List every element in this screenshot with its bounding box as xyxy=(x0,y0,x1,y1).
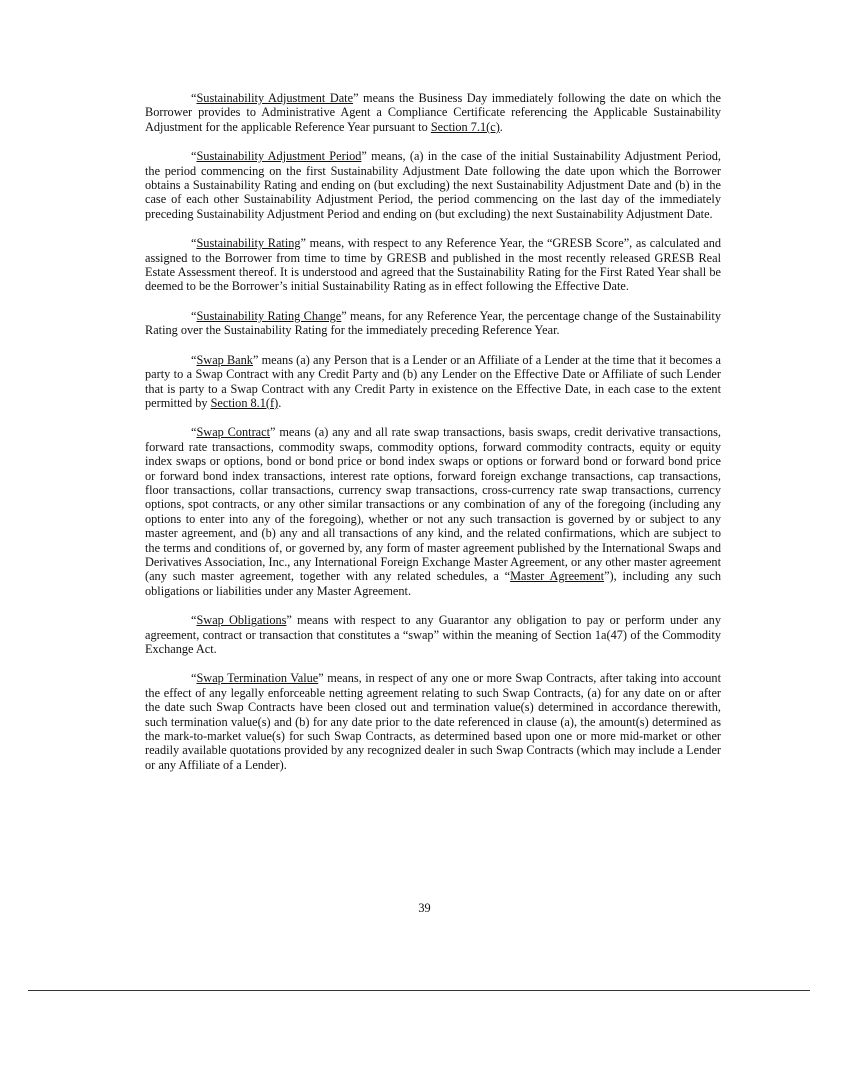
definition-text: ” means, in respect of any one or more Swap Contracts, after taking into account the effect of any legally enforceable netting agreement relating to such Swap Contracts, (a) for any date on or after the date such Swap Contracts have been closed out and termination value(s) determined in accordance therewith, such termination value(s) and (b) for any date prior to the date referenced in clause (a), the amount(s) determined as the mark-to-market value(s) for such Swap Contracts, as determined based upon one or more mid-market or other readily available quotations provided by any recognized dealer in such Swap Contracts (which may include a Lender or any Affiliate of a Lender). xyxy=(145,671,721,772)
section-reference: Section 7.1(c) xyxy=(430,119,500,134)
defined-term: Sustainability Rating Change xyxy=(196,308,342,323)
definition-paragraph: “Swap Termination Value” means, in respect of any one or more Swap Contracts, after taking into account the effect of any legally enforceable netting agreement relating to such Swap Contracts, (a) for any date on or after the date such Swap Contracts have been closed out and termination value(s) determined in accordance therewith, such termination value(s) and (b) for any date prior to the date referenced in clause (a), the amount(s) determined as the mark-to-market value(s) for such Swap Contracts, as determined based upon one or more mid-market or other readily available quotations provided by any recognized dealer in such Swap Contracts (which may include a Lender or any Affiliate of a Lender). xyxy=(145,671,721,772)
definition-paragraph: “Swap Contract” means (a) any and all rate swap transactions, basis swaps, credit derivative transactions, forward rate transactions, commodity swaps, commodity options, forward commodity contracts, equity or equity index swaps or options, bond or bond price or bond index swaps or options or forward bond or forward bond price or forward bond index transactions, interest rate options, forward foreign exchange transactions, cap transactions, floor transactions, collar transactions, currency swap transactions, cross-currency rate swap transactions, currency options, spot contracts, or any other similar transactions or any combination of any of the foregoing (including any options to enter into any of the foregoing), whether or not any such transaction is governed by or subject to any master agreement, and (b) any and all transactions of any kind, and the related confirmations, which are subject to the terms and conditions of, or governed by, any form of master agreement published by the International Swaps and Derivatives Association, Inc., any International Foreign Exchange Master Agreement, or any other master agreement (any such master agreement, together with any related schedules, a “Master Agreement”), including any such obligations or liabilities under any Master Agreement. xyxy=(145,425,722,598)
defined-term: Sustainability Rating xyxy=(196,236,301,251)
definition-text: ” means with respect to any Guarantor any obligation to pay or perform under any agreement, contract or transaction that constitutes a “swap” within the meaning of Section 1a(47) of the Commodity Exchange Act. xyxy=(145,613,721,656)
definition-text: ” means, with respect to any Reference Year, the “GRESB Score”, as calculated and assigned to the Borrower from time to time by GRESB and published in the most recently released GRESB Real Estate Assessment thereof. It is understood and agreed that the Sustainability Rating for the First Rated Year shall be deemed to be the Borrower’s initial Sustainability Rating as in effect following the Effective Date. xyxy=(145,236,721,294)
defined-term: Swap Termination Value xyxy=(196,671,319,686)
definition-end: . xyxy=(278,395,282,410)
defined-term-inline: Master Agreement xyxy=(510,569,605,584)
defined-term: Swap Obligations xyxy=(196,613,287,628)
document-body xyxy=(145,91,721,787)
footer-divider xyxy=(28,990,810,991)
definition-paragraph: “Sustainability Adjustment Period” means, (a) in the case of the initial Sustainability Adjustment Period, the period commencing on the first Sustainability Adjustment Date following the date upon which the Borrower obtains a Sustainability Rating and ending on (but excluding) the next Sustainability Adjustment Date and (b) in the case of each other Sustainability Adjustment Period, the period commencing on the last day of the immediately preceding Sustainability Adjustment Period and ending on (but excluding) the next Sustainability Adjustment Date. xyxy=(145,149,721,221)
defined-term: Swap Contract xyxy=(196,425,271,440)
definition-text: ” means, for any Reference Year, the percentage change of the Sustainability Rating over the Sustainability Rating for the immediately preceding Reference Year. xyxy=(145,308,721,338)
definition-text: ” means, (a) in the case of the initial Sustainability Adjustment Period, the period commencing on the first Sustainability Adjustment Date following the date upon which the Borrower obtains a Sustainability Rating and ending on (but excluding) the next Sustainability Adjustment Date and (b) in the case of each other Sustainability Adjustment Period, the period commencing on the last day of the immediately preceding Sustainability Adjustment Period and ending on (but excluding) the next Sustainability Adjustment Date. xyxy=(145,149,721,221)
definition-paragraph: “Sustainability Rating” means, with respect to any Reference Year, the “GRESB Score”, as calculated and assigned to the Borrower from time to time by GRESB and published in the most recently released GRESB Real Estate Assessment thereof. It is understood and agreed that the Sustainability Rating for the First Rated Year shall be deemed to be the Borrower’s initial Sustainability Rating as in effect following the Effective Date. xyxy=(145,236,721,294)
definition-end: . xyxy=(499,119,503,134)
definition-end: ”), including any such obligations or liabilities under any Master Agreement. xyxy=(145,569,722,598)
definition-paragraph: “Sustainability Rating Change” means, for any Reference Year, the percentage change of the Sustainability Rating over the Sustainability Rating for the immediately preceding Reference Year. xyxy=(145,308,721,338)
definition-paragraph: “Swap Obligations” means with respect to any Guarantor any obligation to pay or perform under any agreement, contract or transaction that constitutes a “swap” within the meaning of Section 1a(47) of the Commodity Exchange Act. xyxy=(145,613,721,656)
definition-text: ” means the Business Day immediately following the date on which the Borrower provides to Administrative Agent a Compliance Certificate referencing the Applicable Sustainability Adjustment for the applicable Reference Year pursuant to xyxy=(145,91,722,134)
definition-text: ” means (a) any Person that is a Lender or an Affiliate of a Lender at the time that it becomes a party to a Swap Contract with any Credit Party and (b) any Lender on the Effective Date or Affiliate of such Lender that is party to a Swap Contract with any Credit Party in existence on the Effective Date, in each case to the extent permitted by xyxy=(145,352,721,410)
definition-paragraph: “Sustainability Adjustment Date” means the Business Day immediately following the date on which the Borrower provides to Administrative Agent a Compliance Certificate referencing the Applicable Sustainability Adjustment for the applicable Reference Year pursuant to Section 7.1(c). xyxy=(145,91,722,134)
definition-text: ” means (a) any and all rate swap transactions, basis swaps, credit derivative transactions, forward rate transactions, commodity swaps, commodity options, forward commodity contracts, equity or equity index swaps or options, bond or bond price or bond index swaps or options or forward bond or forward bond price or forward bond index transactions, interest rate options, forward foreign exchange transactions, cap transactions, floor transactions, collar transactions, currency swap transactions, cross-currency rate swap transactions, currency options, spot contracts, or any other similar transactions or any combination of any of the foregoing (including any options to enter into any of the foregoing), whether or not any such transaction is governed by or subject to any master agreement, and (b) any and all transactions of any kind, and the related confirmations, which are subject to the terms and conditions of, or governed by, any form of master agreement published by the International Swaps and Derivatives Association, Inc., any International Foreign Exchange Master Agreement, or any other master agreement (any such master agreement, together with any related schedules, a “ xyxy=(145,425,722,584)
defined-term: Sustainability Adjustment Date xyxy=(196,91,354,105)
defined-term: Sustainability Adjustment Period xyxy=(196,149,362,164)
page-number: 39 xyxy=(418,901,431,915)
defined-term: Swap Bank xyxy=(196,352,253,367)
definition-paragraph: “Swap Bank” means (a) any Person that is a Lender or an Affiliate of a Lender at the time that it becomes a party to a Swap Contract with any Credit Party and (b) any Lender on the Effective Date or Affiliate of such Lender that is party to a Swap Contract with any Credit Party in existence on the Effective Date, in each case to the extent permitted by Section 8.1(f). xyxy=(145,352,721,410)
section-reference: Section 8.1(f) xyxy=(210,395,279,410)
